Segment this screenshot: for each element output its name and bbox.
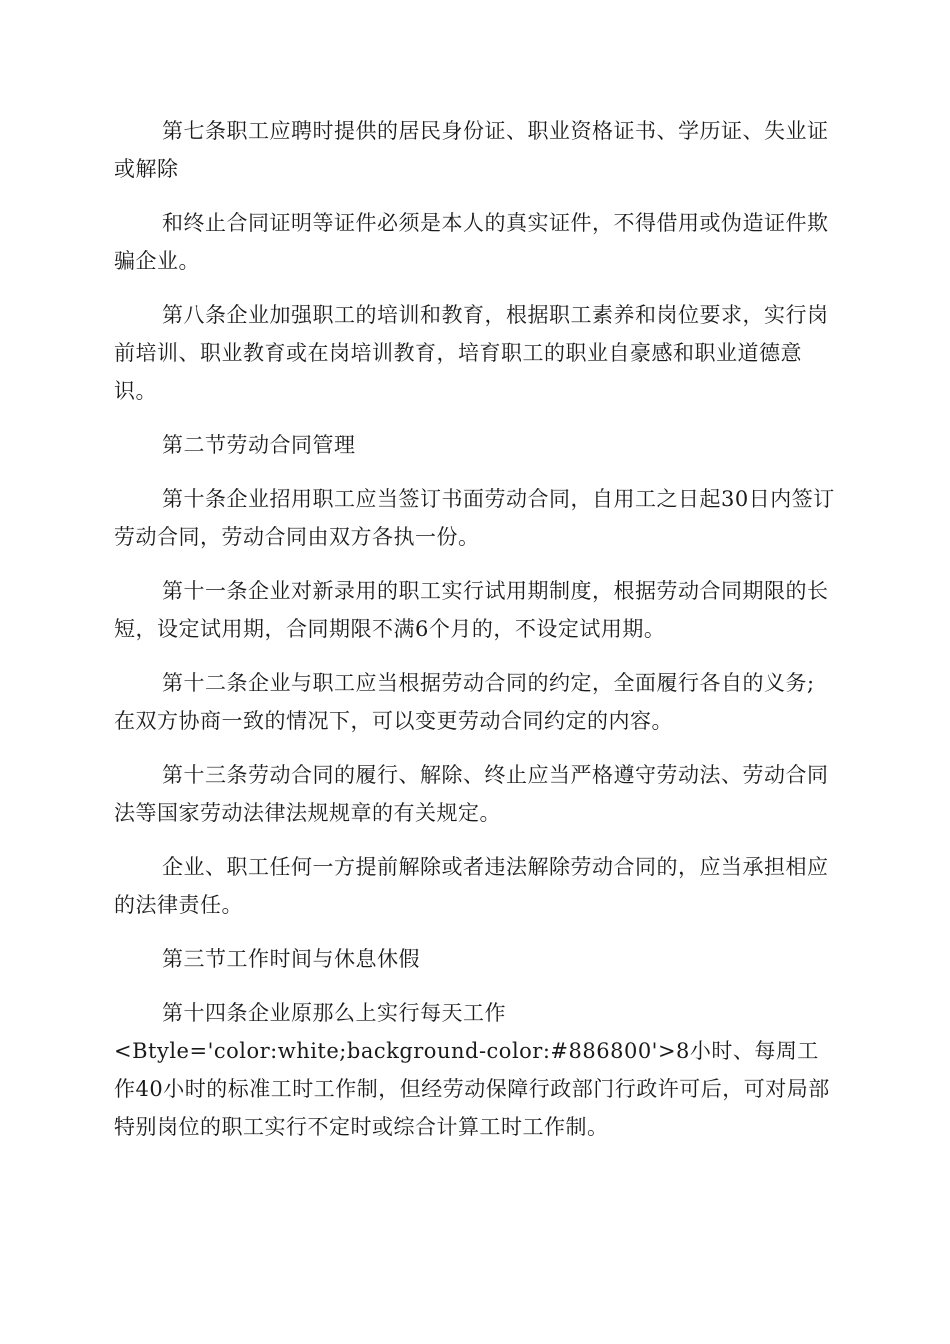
article-13-paragraph: 第十三条劳动合同的履行、解除、终止应当严格遵守劳动法、劳动合同法等国家劳动法律法规规章的有关规定。 <box>114 763 829 825</box>
article-14-line-2: <Btyle='color:white;background-color:#886800'>8小时、每周工作40小时的标准工时工作制，但经劳动保障行政部门行政许可后，可对局部特别岗位的职工实行不定时或综合计算工时工作制。 <box>114 1039 830 1139</box>
article-7-paragraph: 第七条职工应聘时提供的居民身份证、职业资格证书、学历证、失业证或解除 <box>114 119 829 181</box>
document-page <box>114 0 836 1344</box>
section-3-heading: 第三节工作时间与休息休假 <box>162 947 420 971</box>
section-2-heading: 第二节劳动合同管理 <box>162 433 356 457</box>
article-14-line-1: 第十四条企业原那么上实行每天工作 <box>162 1001 506 1025</box>
article-14-paragraph <box>114 994 836 1146</box>
liability-paragraph: 企业、职工任何一方提前解除或者违法解除劳动合同的，应当承担相应的法律责任。 <box>114 855 829 917</box>
article-11-paragraph: 第十一条企业对新录用的职工实行试用期制度，根据劳动合同期限的长短，设定试用期，合同期限不满6个月的，不设定试用期。 <box>114 579 829 641</box>
article-8-paragraph: 第八条企业加强职工的培训和教育，根据职工素养和岗位要求，实行岗前培训、职业教育或在岗培训教育，培育职工的职业自豪感和职业道德意识。 <box>114 303 829 403</box>
article-12-paragraph: 第十二条企业与职工应当根据劳动合同的约定，全面履行各自的义务;在双方协商一致的情况下，可以变更劳动合同约定的内容。 <box>114 671 815 733</box>
article-7-continued-paragraph: 和终止合同证明等证件必须是本人的真实证件，不得借用或伪造证件欺骗企业。 <box>114 211 829 273</box>
article-10-paragraph: 第十条企业招用职工应当签订书面劳动合同，自用工之日起30日内签订劳动合同，劳动合同由双方各执一份。 <box>114 487 835 549</box>
